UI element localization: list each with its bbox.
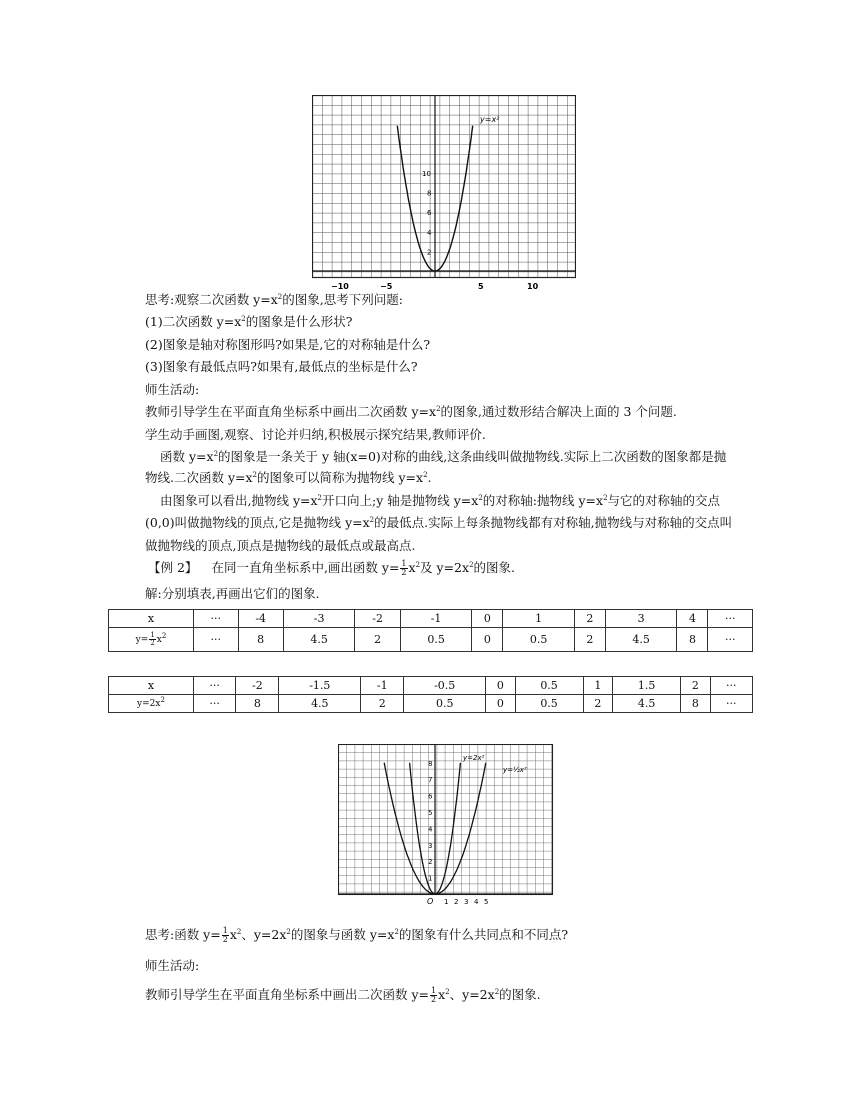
table-cell: 8: [677, 628, 708, 652]
table-cell: -2: [236, 677, 279, 695]
activity-heading-2: 师生活动:: [145, 958, 200, 973]
table-cell: 2: [574, 610, 605, 628]
table-cell: 0.5: [515, 695, 583, 713]
x-tick-label: −5: [380, 282, 393, 291]
value-table-half-x2: [108, 609, 753, 652]
question-2: (2)图象是轴对称图形吗?如果是,它的对称轴是什么?: [145, 337, 431, 352]
table-cell: ···: [708, 628, 753, 652]
table-cell: 2: [574, 628, 605, 652]
graph1-frame: [313, 96, 576, 278]
x-tick-label: 5: [484, 898, 489, 906]
parabola-definition-line1: 函数 $y=x^2$的图象是一条关于 y 轴(x=0)对称的曲线,这条曲线叫做抛物线.实际上二次函数的图象都是抛: [160, 449, 727, 464]
table-cell: 2: [681, 677, 710, 695]
y-tick-label: 7: [428, 776, 433, 785]
table-cell: 0: [472, 628, 503, 652]
table-cell: 8: [681, 695, 710, 713]
vertex-paragraph-line2: (0,0)叫做抛物线的顶点,它是抛物线 $y=x^2$的最低点.实际上每条抛物线都有对称轴,抛物线与对称轴的交点叫: [145, 515, 733, 530]
table-cell: -1: [361, 677, 404, 695]
x-tick-label: 4: [474, 898, 479, 906]
table-cell: 2: [583, 695, 612, 713]
table-cell: ···: [708, 610, 753, 628]
table-header-cell: $y=2x^2$: [109, 695, 194, 713]
table-cell: -1: [400, 610, 472, 628]
table-cell: 0: [486, 695, 515, 713]
table-cell: 0: [472, 610, 503, 628]
table-header-cell: x: [109, 610, 194, 628]
think-question-intro: 思考:观察二次函数 $y=x^2$的图象,思考下列问题:: [145, 292, 403, 307]
y-tick-label: 2: [428, 858, 433, 867]
vertex-paragraph-line3: 做抛物线的顶点,顶点是抛物线的最低点或最高点.: [145, 538, 416, 553]
table-cell: -0.5: [404, 677, 486, 695]
table-cell: 8: [238, 628, 283, 652]
x-tick-label: 1: [444, 898, 449, 906]
table-cell: 4.5: [283, 628, 355, 652]
value-table-2x2: [108, 676, 753, 713]
y-tick-label: 4: [427, 228, 432, 237]
vertex-paragraph-line1: 由图象可以看出,抛物线 $y=x^2$开口向上;y 轴是抛物线 $y=x^2$的对称轴:抛物线 $y=x^2$与它的对称轴的交点: [160, 493, 721, 508]
graph1-x-ticks: [331, 282, 539, 291]
table-row: [109, 695, 753, 713]
x-tick-label: 3: [464, 898, 469, 906]
table-cell: -3: [283, 610, 355, 628]
table-cell: ···: [710, 677, 752, 695]
y-tick-label: 3: [428, 841, 433, 850]
y-tick-label: 2: [427, 248, 432, 257]
table-cell: ···: [194, 610, 239, 628]
x-tick-label: 2: [454, 898, 459, 906]
table-cell: 2: [361, 695, 404, 713]
table-header-cell: x: [109, 677, 194, 695]
table-cell: 3: [605, 610, 677, 628]
parabola-graph-2: [338, 744, 564, 906]
parabola-definition-line2: 物线.二次函数 $y=x^2$的图象可以简称为抛物线 $y=x^2$.: [145, 470, 432, 485]
table-cell: ···: [194, 677, 236, 695]
y-tick-label: 6: [427, 209, 432, 218]
table-cell: 1: [503, 610, 575, 628]
table-cell: 8: [236, 695, 279, 713]
table-row: [109, 628, 753, 652]
y-tick-label: 6: [428, 792, 433, 801]
table-cell: 4.5: [605, 628, 677, 652]
table-cell: 2: [355, 628, 400, 652]
solution-line: 解:分别填表,再画出它们的图象.: [145, 586, 320, 601]
y-tick-label: 10: [422, 170, 431, 178]
example-2: 【例 2】 在同一直角坐标系中,画出函数 y= $\frac{1}{2}$ $x^2$及 $y=2x^2$的图象.: [148, 559, 516, 577]
curve-label-y-2x2: y=2x²: [463, 754, 485, 762]
x-tick-label: −10: [331, 282, 349, 291]
teacher-guide-2: 教师引导学生在平面直角坐标系中画出二次函数 y= $\frac{1}{2}$ $x^2$、$y=2x^2$的图象.: [145, 986, 541, 1004]
graph2-x-ticks: [444, 898, 488, 906]
curve-label-y-x2: y=x²: [480, 115, 500, 124]
parabola-graph-1: [312, 95, 576, 291]
x-tick-label: 5: [478, 282, 484, 291]
y-tick-label: 8: [427, 189, 432, 198]
table-cell: 4: [677, 610, 708, 628]
table-cell: 0: [486, 677, 515, 695]
y-tick-label: 4: [428, 825, 433, 834]
curve-label-y-half-x2: y=½x²: [503, 766, 527, 774]
table-cell: -2: [355, 610, 400, 628]
x-tick-label: 10: [527, 282, 539, 291]
table-cell: 4.5: [613, 695, 681, 713]
activity-heading-1: 师生活动:: [145, 382, 200, 397]
origin-label: O: [427, 897, 434, 906]
table-cell: 1.5: [613, 677, 681, 695]
teacher-guide-1: 教师引导学生在平面直角坐标系中画出二次函数 $y=x^2$的图象,通过数形结合解决上面的 3 个问题.: [145, 404, 677, 419]
table-cell: -4: [238, 610, 283, 628]
y-tick-label: 8: [428, 759, 433, 768]
table-cell: 0.5: [515, 677, 583, 695]
think-question-2: 思考:函数 y= $\frac{1}{2}$ $x^2$、$y=2x^2$的图象与函数 $y=x^2$的图象有什么共同点和不同点?: [145, 926, 569, 944]
table-cell: 0.5: [400, 628, 472, 652]
table-cell: 1: [583, 677, 612, 695]
students-activity: 学生动手画图,观察、讨论并归纳,积极展示探究结果,教师评价.: [145, 427, 486, 442]
example-tag: 【例 2】: [148, 560, 198, 575]
table-row: [109, 677, 753, 695]
y-tick-label: 1: [428, 874, 433, 883]
table-row: [109, 610, 753, 628]
table-cell: -1.5: [279, 677, 361, 695]
table-cell: ···: [710, 695, 752, 713]
table-cell: ···: [194, 695, 236, 713]
graph1-grid: [313, 96, 576, 278]
table-cell: 0.5: [404, 695, 486, 713]
table-cell: ···: [194, 628, 239, 652]
table-cell: 4.5: [279, 695, 361, 713]
y-tick-label: 5: [428, 809, 433, 817]
question-1: (1)二次函数 $y=x^2$的图象是什么形状?: [145, 314, 353, 329]
table-cell: 0.5: [503, 628, 575, 652]
question-3: (3)图象有最低点吗?如果有,最低点的坐标是什么?: [145, 359, 418, 374]
table-header-cell: y= $\frac{1}{2}$ $x^2$: [109, 628, 194, 652]
